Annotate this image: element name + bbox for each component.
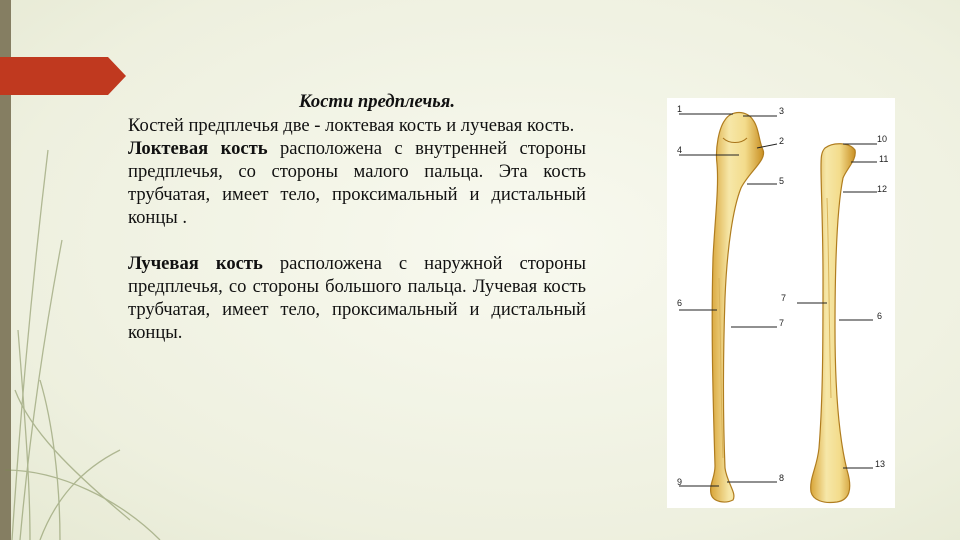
label-6-right: 6	[877, 311, 883, 321]
ulna-term: Локтевая кость	[128, 138, 268, 159]
label-7-lower: 7	[779, 318, 785, 328]
ulna-paragraph	[128, 137, 586, 229]
slide-title: Кости предплечья.	[299, 91, 455, 112]
radius-description: расположена с наружной стороны предплечья, со стороны большого пальца. Лучевая кость трубчатая, имеет тело, проксимальный и дистальный концы.	[128, 253, 586, 343]
label-10: 10	[877, 134, 888, 144]
label-12: 12	[877, 184, 888, 194]
label-11: 11	[879, 154, 889, 164]
label-13: 13	[875, 459, 886, 469]
label-6-left: 6	[677, 298, 683, 308]
label-9: 9	[677, 477, 683, 487]
radius-term: Лучевая кость	[128, 253, 263, 274]
ulna-bone	[711, 113, 764, 503]
intro-paragraph: Костей предплечья две - локтевая кость и лучевая кость.	[128, 115, 575, 136]
label-3: 3	[779, 106, 785, 116]
text-block	[128, 90, 586, 344]
label-4: 4	[677, 145, 683, 155]
label-2: 2	[779, 136, 785, 146]
radius-paragraph	[128, 252, 586, 344]
label-7-upper: 7	[781, 293, 787, 303]
accent-tab	[0, 57, 130, 97]
radius-bone	[811, 144, 856, 503]
label-5: 5	[779, 176, 785, 186]
label-1: 1	[677, 104, 683, 114]
forearm-bones-figure	[667, 98, 895, 508]
ulna-description: расположена с внутренней стороны предплечья, со стороны малого пальца. Эта кость трубчатая, имеет тело, проксимальный и дистальный концы .	[128, 138, 586, 228]
bones-illustration	[667, 98, 895, 508]
label-8: 8	[779, 473, 785, 483]
